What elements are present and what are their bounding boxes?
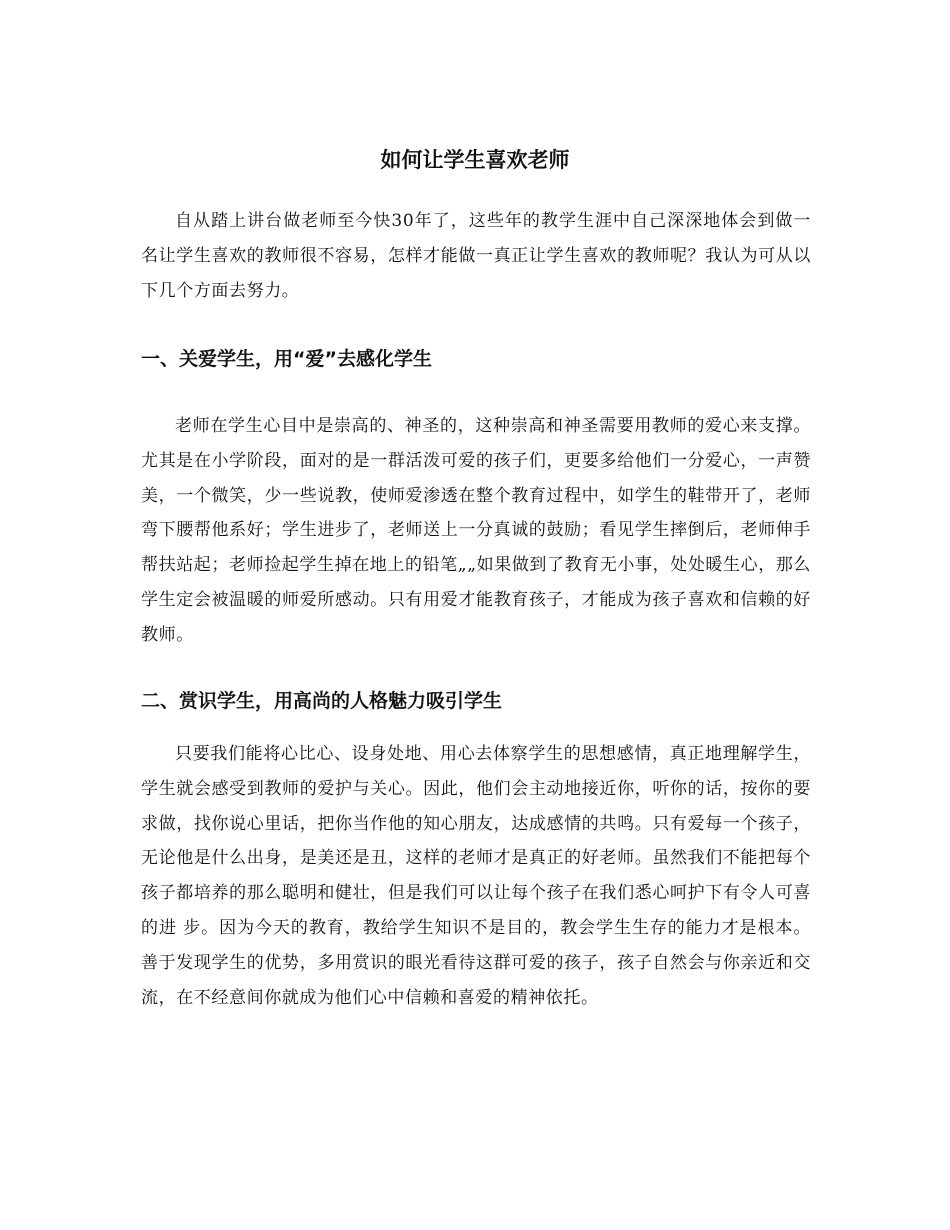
section-heading-2: 二、赏识学生，用高尚的人格魅力吸引学生 [141,690,503,712]
intro-paragraph: 自从踏上讲台做老师至今快30年了，这些年的教学生涯中自己深深地体会到做一名让学生喜欢的教师很不容易，怎样才能做一真正让学生喜欢的教师呢？我认为可从以下几个方面去努力。 [141,211,811,301]
section-body-1: 老师在学生心目中是崇高的、神圣的，这种崇高和神圣需要用教师的爱心来支撑。尤其是在小学阶段，面对的是一群活泼可爱的孩子们，更要多给他们一分爱心，一声赞美，一个微笑，少一些说教，使师爱渗透在整个教育过程中，如学生的鞋带开了，老师弯下腰帮他系好；学生进步了，老师送上一分真诚的鼓励；看见学生摔倒后，老师伸手帮扶站起；老师捡起学生掉在地上的铅笔„„如果做到了教育无小事，处处暖生心，那么学生定会被温暖的师爱所感动。只有用爱才能教育孩子，才能成为孩子喜欢和信赖的好教师。 [141,416,812,645]
section-body-2: 只要我们能将心比心、设身处地、用心去体察学生的思想感情，真正地理解学生，学生就会感受到教师的爱护与关心。因此，他们会主动地接近你，听你的话，按你的要求做，找你说心里话，把你当作他的知心朋友，达成感情的共鸣。只有爱每一个孩子，无论他是什么出身，是美还是丑，这样的老师才是真正的好老师。虽然我们不能把每个孩子都培养的那么聪明和健壮，但是我们可以让每个孩子在我们悉心呵护下有令人可喜的进 步。因为今天的教育，教给学生知识不是目的，教会学生生存的能力才是根本。善于发现学生的优势，多用赏识的眼光看待这群可爱的孩子，孩子自然会与你亲近和交流，在不经意间你就成为他们心中信赖和喜爱的精神依托。 [141,744,811,1008]
document-title: 如何让学生喜欢老师 [380,148,570,172]
section-heading-1: 一、关爱学生，用“爱”去感化学生 [141,348,432,370]
